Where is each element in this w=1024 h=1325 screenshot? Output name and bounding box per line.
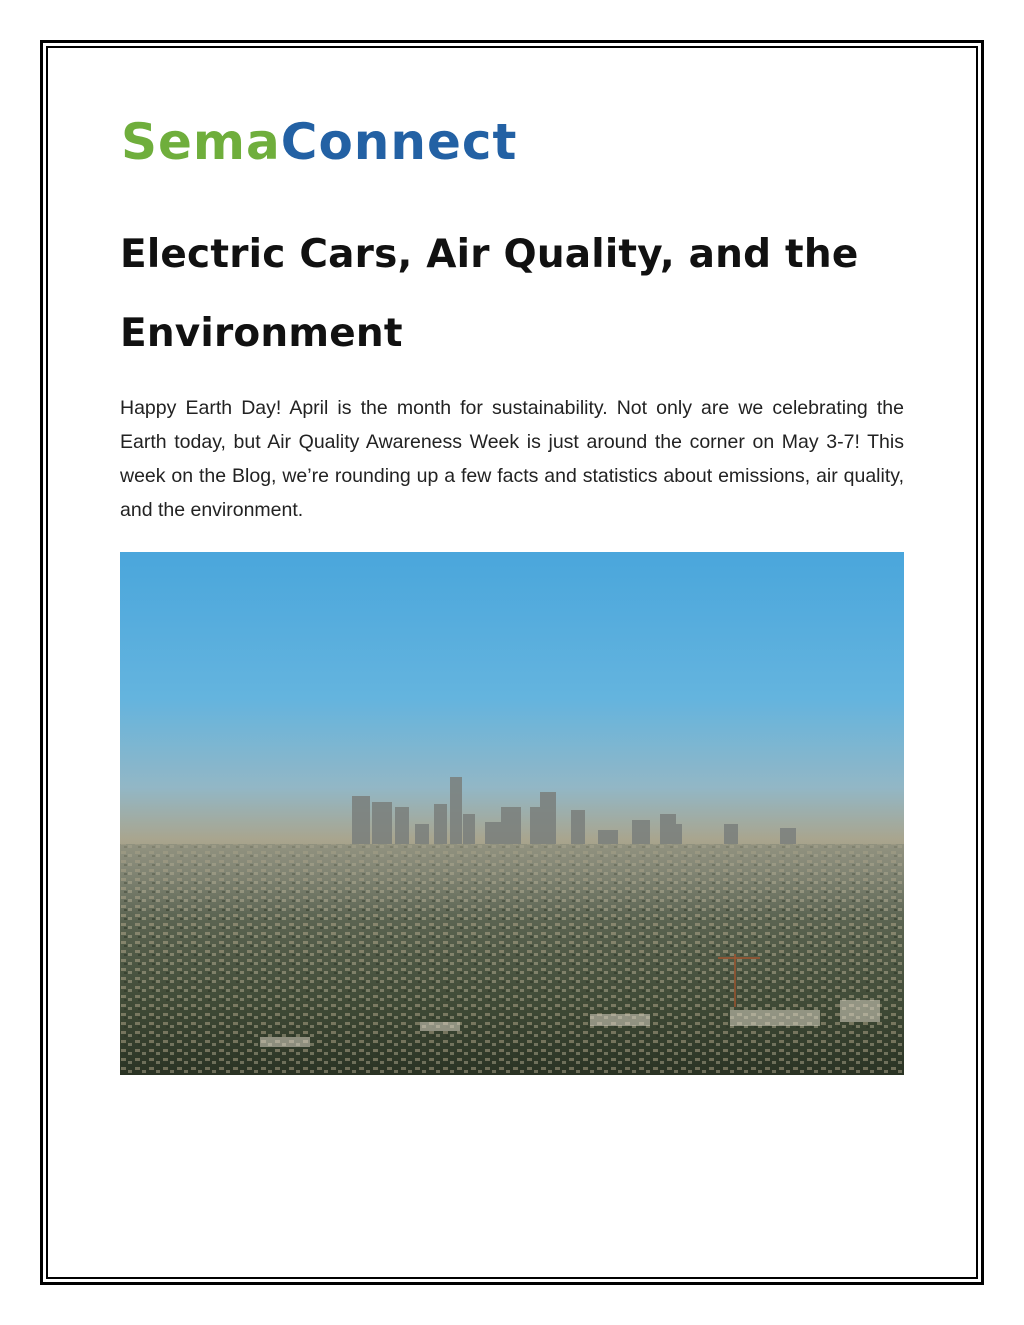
- article-title: [120, 232, 910, 357]
- city-smog-photo: [120, 552, 904, 1075]
- semaconnect-logo: [121, 112, 517, 172]
- intro-paragraph: Happy Earth Day! April is the month for sustainability. Not only are we celebrating the Earth today, but Air Quality Awareness Week is just around the corner on May 3-7! This week on the Blog, we’re rounding up a few facts and statistics about emissions, air quality, and the environment.: [120, 397, 904, 521]
- logo-part-sema: Sema: [121, 113, 281, 171]
- logo-part-connect: Connect: [280, 113, 518, 171]
- title-line-2: Environment: [120, 311, 403, 356]
- title-line-1: Electric Cars, Air Quality, and the: [120, 232, 859, 277]
